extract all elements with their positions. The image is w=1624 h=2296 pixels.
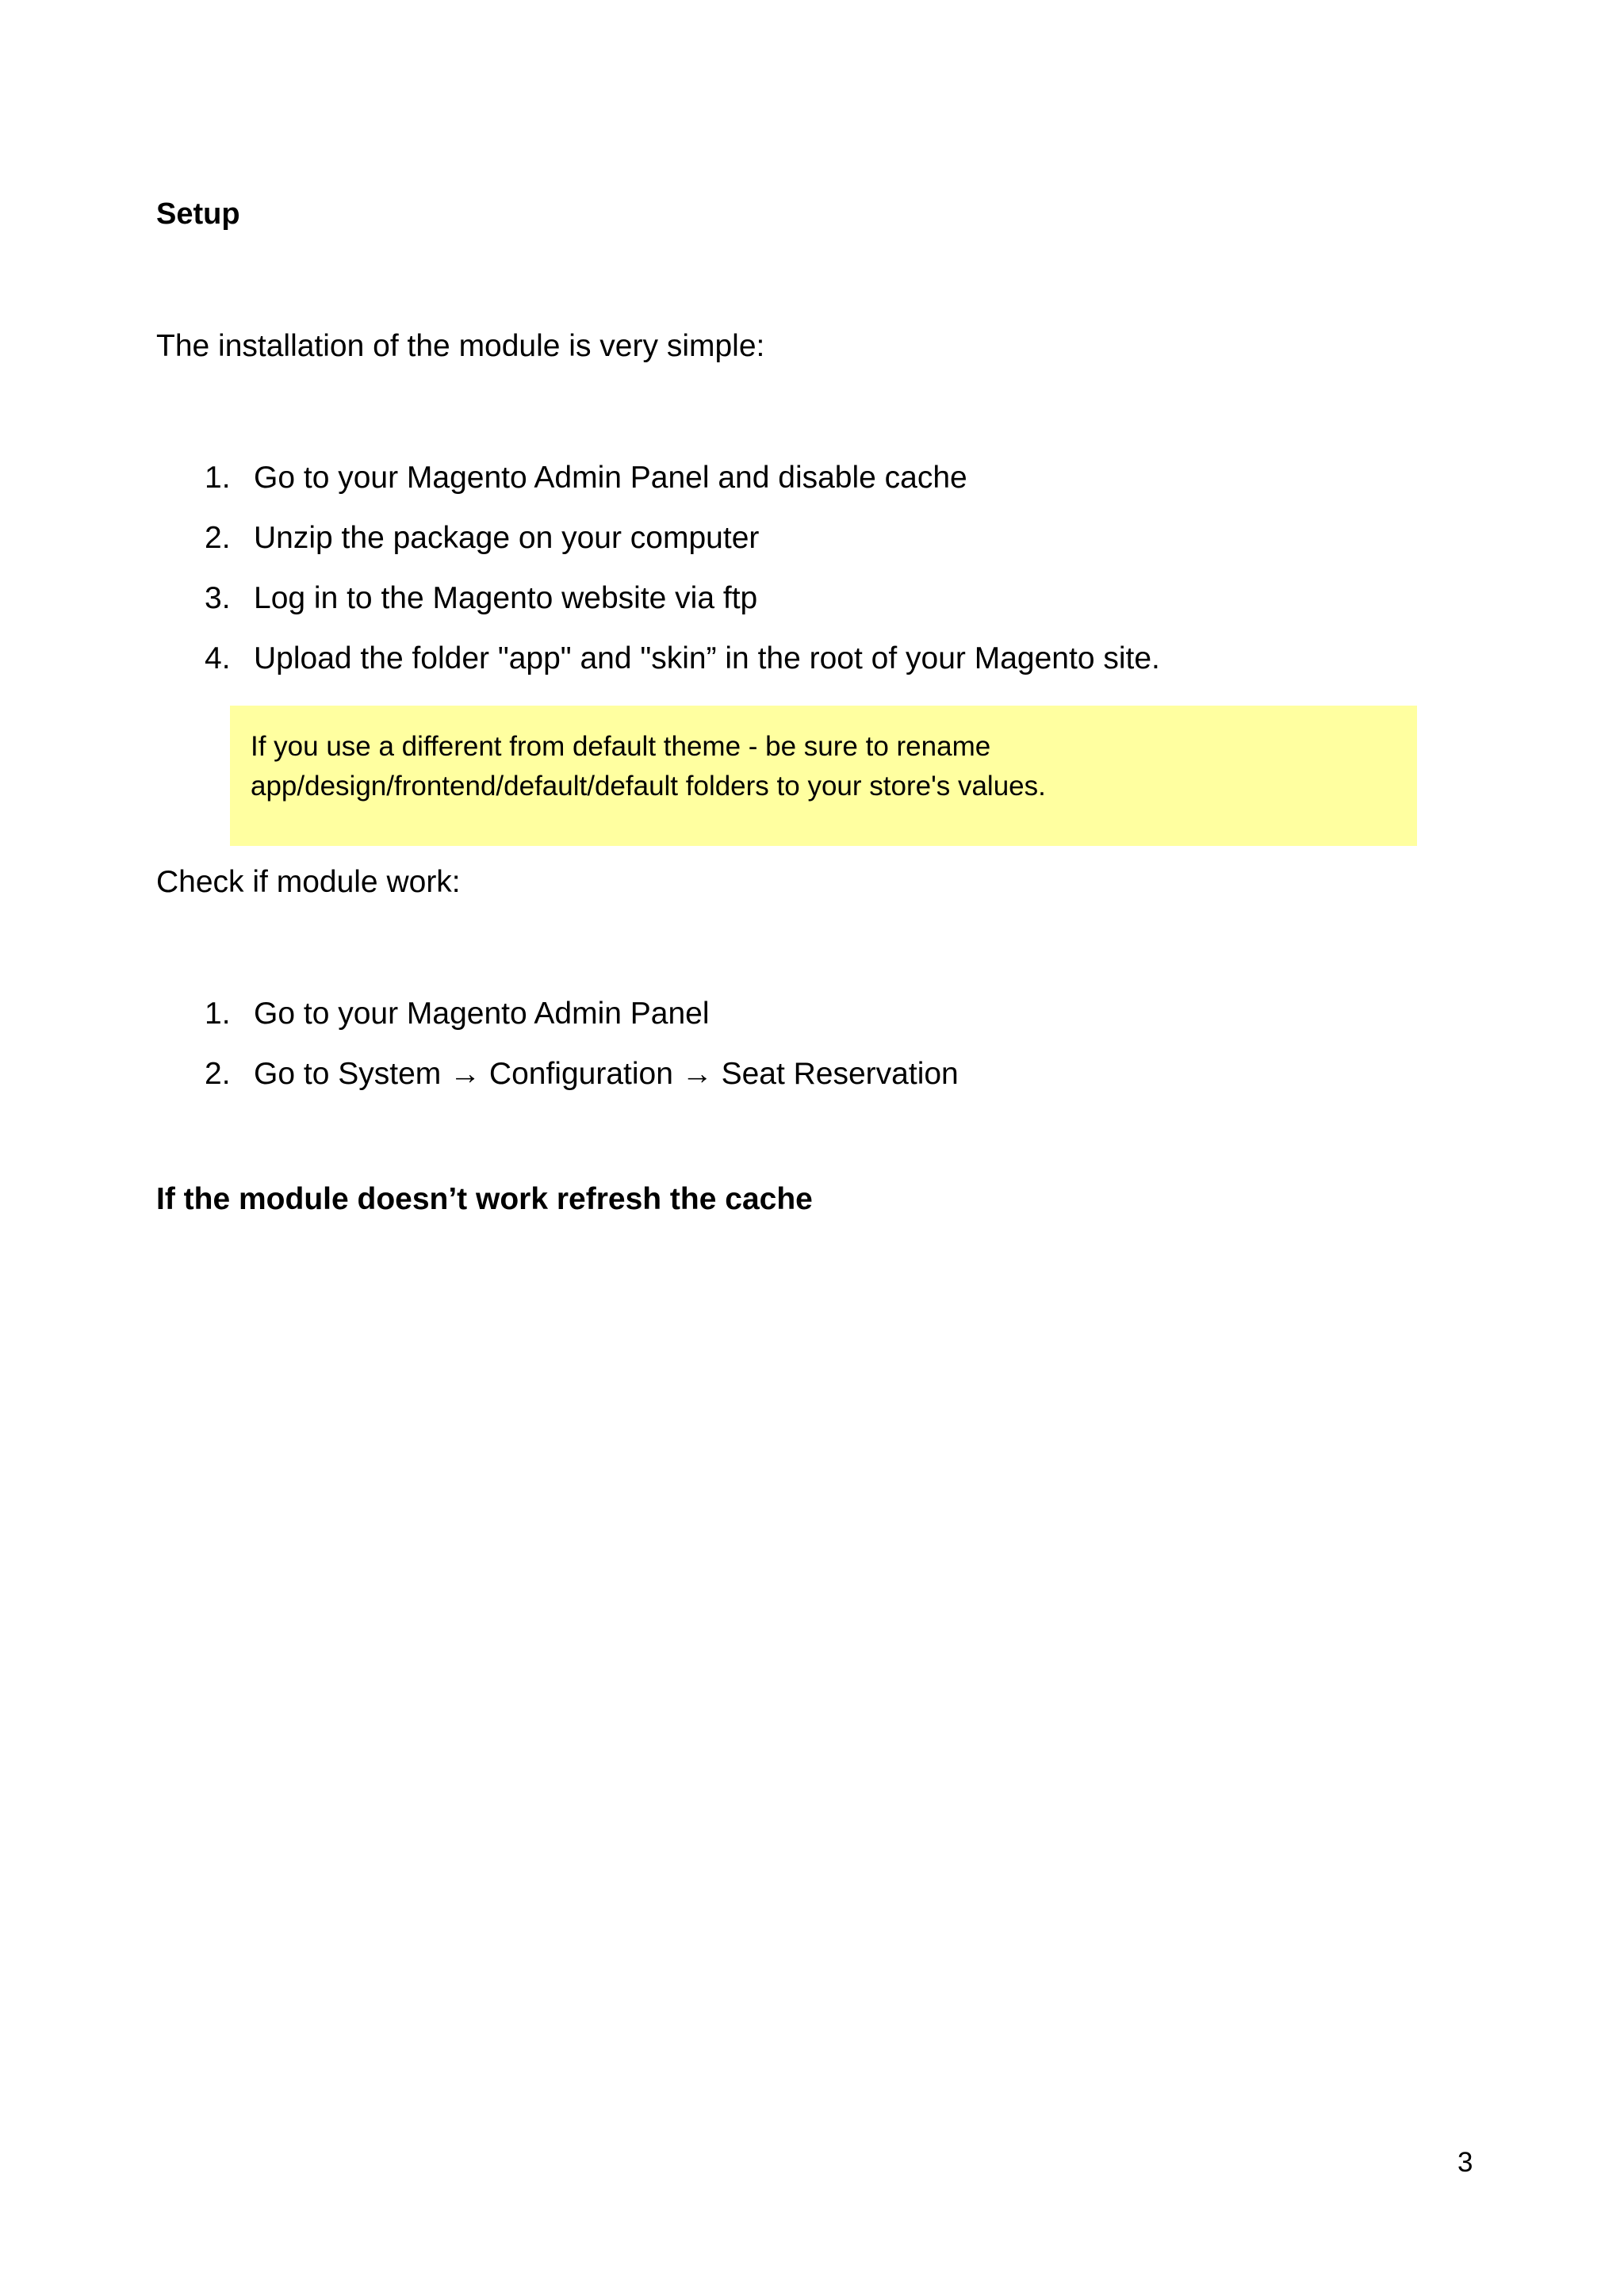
- note-box: [230, 706, 1417, 846]
- list-item-text: Log in to the Magento website via ftp: [254, 581, 758, 615]
- closing-note: If the module doesn’t work refresh the cache: [156, 1182, 813, 1216]
- list-item-number: 1.: [205, 997, 231, 1031]
- page-number: 3: [1457, 2147, 1473, 2178]
- list-item-number: 3.: [205, 581, 231, 615]
- note-text: If you use a different from default theme - be sure to rename app/design/frontend/default/default folders to your store's values.: [251, 731, 1046, 802]
- list-item-text: Unzip the package on your computer: [254, 521, 760, 555]
- intro-paragraph: The installation of the module is very simple:: [156, 329, 765, 363]
- list-item-text: Go to your Magento Admin Panel and disable cache: [254, 461, 967, 495]
- list-item-number: 2.: [205, 1057, 231, 1091]
- list-item-number: 2.: [205, 521, 231, 555]
- check-intro-paragraph: Check if module work:: [156, 865, 461, 899]
- section-heading: Setup: [156, 197, 240, 231]
- list-item-number: 1.: [205, 461, 231, 495]
- list-item-text: Go to your Magento Admin Panel: [254, 997, 710, 1031]
- list-item-text: Upload the folder "app" and "skin” in the root of your Magento site.: [254, 641, 1160, 675]
- list-item-number: 4.: [205, 641, 231, 675]
- list-item-text: Go to System → Configuration → Seat Reservation: [254, 1057, 959, 1091]
